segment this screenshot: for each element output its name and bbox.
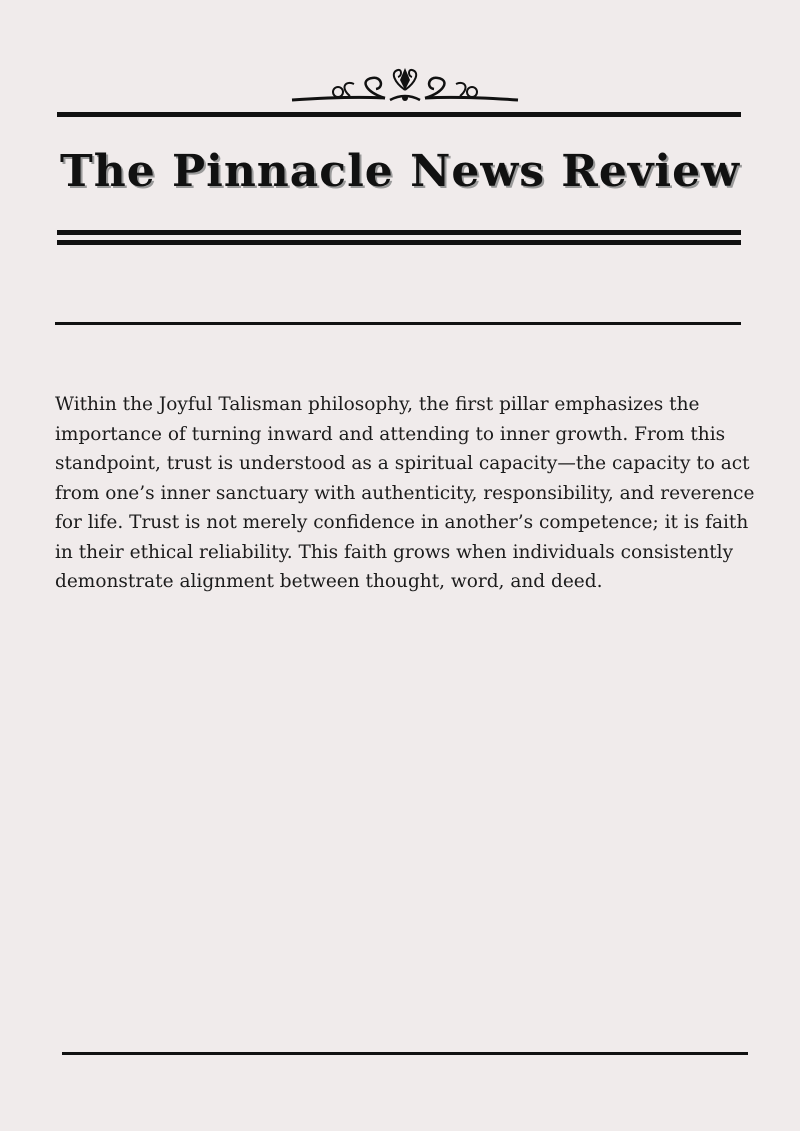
flourish-ornament-icon — [290, 62, 520, 108]
masthead-title: The Pinnacle News Review — [59, 146, 741, 197]
footer-rule — [62, 1052, 748, 1055]
masthead-double-rule-upper — [57, 230, 741, 235]
masthead-top-rule — [57, 112, 741, 117]
masthead-double-rule-lower — [57, 240, 741, 245]
article-body: Within the Joyful Talisman philosophy, the first pillar emphasizes the importance of turning inward and attending to inner growth. From this standpoint, trust is understood as a spiritual capacity—the capacity to act from one’s inner sanctuary with authenticity, responsibility, and reverence for life. Trust is not merely confidence in another’s competence; it is faith in their ethical reliability. This faith grows when individuals consistently demonstrate alignment between thought, word, and deed. — [55, 394, 755, 592]
section-divider — [55, 322, 741, 325]
